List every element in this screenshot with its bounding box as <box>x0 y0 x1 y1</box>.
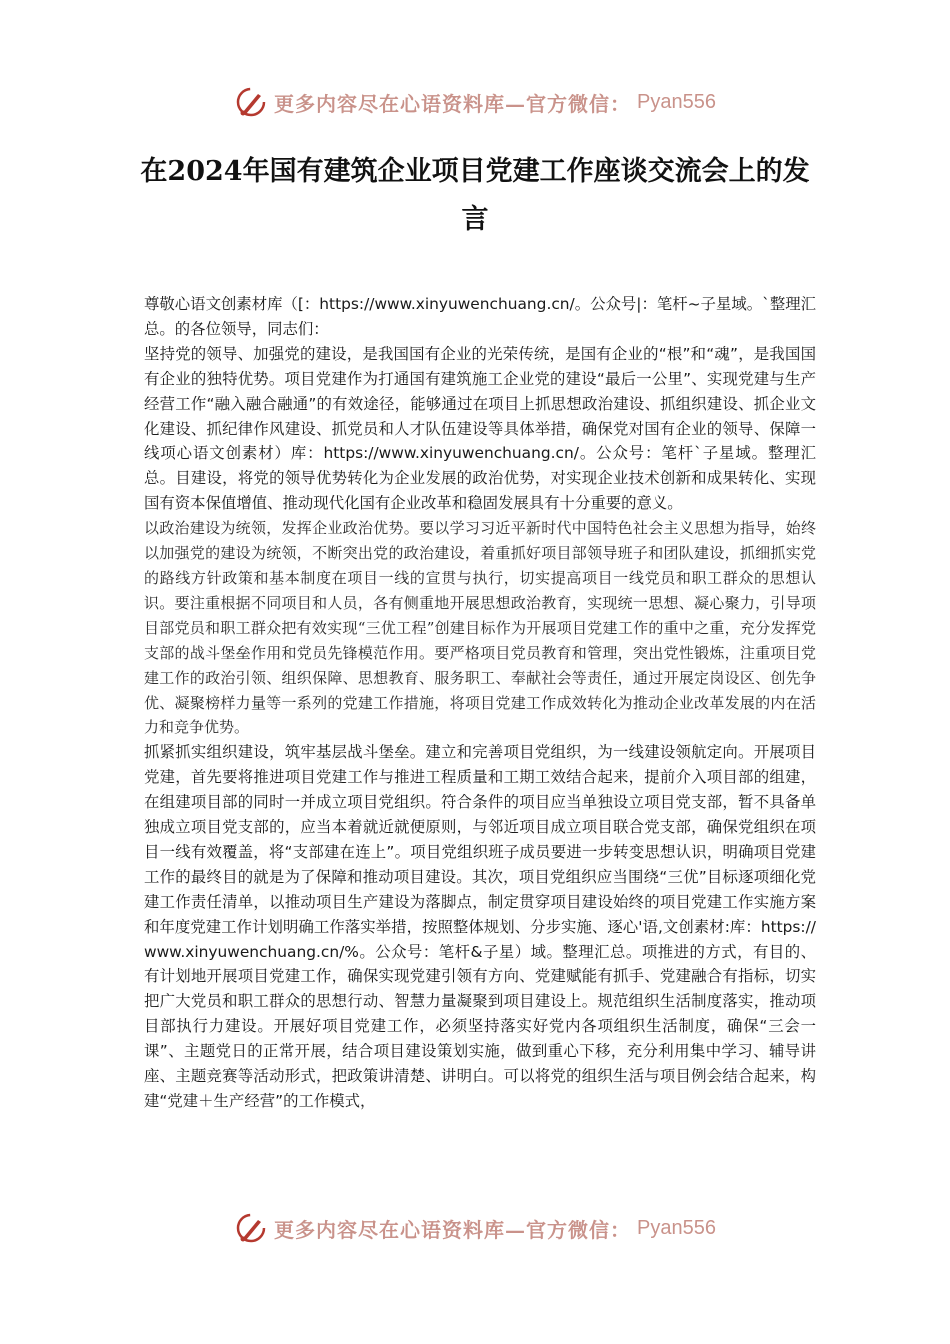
salutation-paragraph: 尊敬心语文创素材库（[：https://www.xinyuwenchuang.cn/。公众号|：笔杆~子星域。`整理汇总。的各位领导，同志们： <box>144 295 816 338</box>
political-building-paragraph: 以政治建设为统领，发挥企业政治优势。要以学习习近平新时代中国特色社会主义思想为指导，始终以加强党的建设为统领，不断突出党的政治建设，着重抓好项目部领导班子和团队建设，抓细抓实党的路线方针政策和基本制度在项目一线的宣贯与执行，切实提高项目一线党员和职工群众的思想认识。要注重根据不同项目和人员，各有侧重地开展思想政治教育，实现统一思想、凝心聚力，引导项目部党员和职工群众把有效实现“三优工程”创建目标作为开展项目党建工作的重中之重，充分发挥党支部的战斗堡垒作用和党员先锋模范作用。要严格项目党员教育和管理，突出党性锻炼，注重项目党建工作的政治引领、组织保障、思想教育、服务职工、奉献社会等责任，通过开展定岗设区、创先争优、凝聚榜样力量等一系列的党建工作措施，将项目党建工作成效转化为推动企业改革发展的内在活力和竞争优势。 <box>144 519 816 737</box>
document-body <box>144 292 816 1114</box>
banner-wechat-id: Pyan556 <box>637 1216 716 1239</box>
document-title: 在2024年国有建筑企业项目党建工作座谈交流会上的发言 <box>140 156 810 235</box>
banner-text: 更多内容尽在心语资料库—官方微信： <box>274 91 632 116</box>
banner-wechat-id: Pyan556 <box>637 90 716 113</box>
banner-text: 更多内容尽在心语资料库—官方微信： <box>274 1217 632 1242</box>
footer-watermark-banner <box>0 1208 950 1248</box>
brush-logo-icon <box>234 85 268 119</box>
header-watermark-banner <box>0 82 950 122</box>
intro-paragraph: 坚持党的领导、加强党的建设，是我国国有企业的光荣传统，是国有企业的“根”和“魂”，是我国国有企业的独特优势。项目党建作为打通国有建筑施工企业党的建设“最后一公里”、实现党建与生产经营工作“融入融合融通”的有效途径，能够通过在项目上抓思想政治建设、抓组织建设、抓企业文化建设、抓纪律作风建设、抓党员和人才队伍建设等具体举措，确保党对国有企业的领导、保障一线项心语文创素材）库：https://www.xinyuwenchuang.cn/。公众号：笔杆`子星域。整理汇总。目建设，将党的领导优势转化为企业发展的政治优势，对实现企业技术创新和成果转化、实现国有资本保值增值、推动现代化国有企业改革和稳固发展具有十分重要的意义。 <box>144 344 816 513</box>
brush-logo-icon <box>234 1211 268 1245</box>
organization-building-paragraph: 抓紧抓实组织建设，筑牢基层战斗堡垒。建立和完善项目党组织，为一线建设领航定向。开展项目党建，首先要将推进项目党建工作与推进工程质量和工期工效结合起来，提前介入项目部的组建，在组建项目部的同时一并成立项目党组织。符合条件的项目应当单独设立项目党支部，暂不具备单独成立项目党支部的，应当本着就近就便原则，与邻近项目成立项目联合党支部，确保党组织在项目一线有效覆盖，将“支部建在连上”。项目党组织班子成员要进一步转变思想认识，明确项目党建工作的最终目的就是为了保障和推动项目建设。其次，项目党组织应当围绕“三优”目标逐项细化党建工作责任清单，以推动项目生产建设为落脚点，制定贯穿项目建设始终的项目党建工作实施方案和年度党建工作计划明确工作落实举措，按照整体规划、分步实施、逐心'语,文创素材:库：https://www.xinyuwenchuang.cn/%。公众号：笔杆&子星）域。整理汇总。项推进的方式，有目的、有计划地开展项目党建工作，确保实现党建引领有方向、党建赋能有抓手、党建融合有指标，切实把广大党员和职工群众的思想行动、智慧力量凝聚到项目建设上。规范组织生活制度落实，推动项目部执行力建设。开展好项目党建工作，必须坚持落实好党内各项组织生活制度，确保“三会一课”、主题党日的正常开展，结合项目建设策划实施，做到重心下移，充分利用集中学习、辅导讲座、主题竞赛等活动形式，把政策讲清楚、讲明白。可以将党的组织生活与项目例会结合起来，构建“党建＋生产经营”的工作模式， <box>144 743 816 1110</box>
